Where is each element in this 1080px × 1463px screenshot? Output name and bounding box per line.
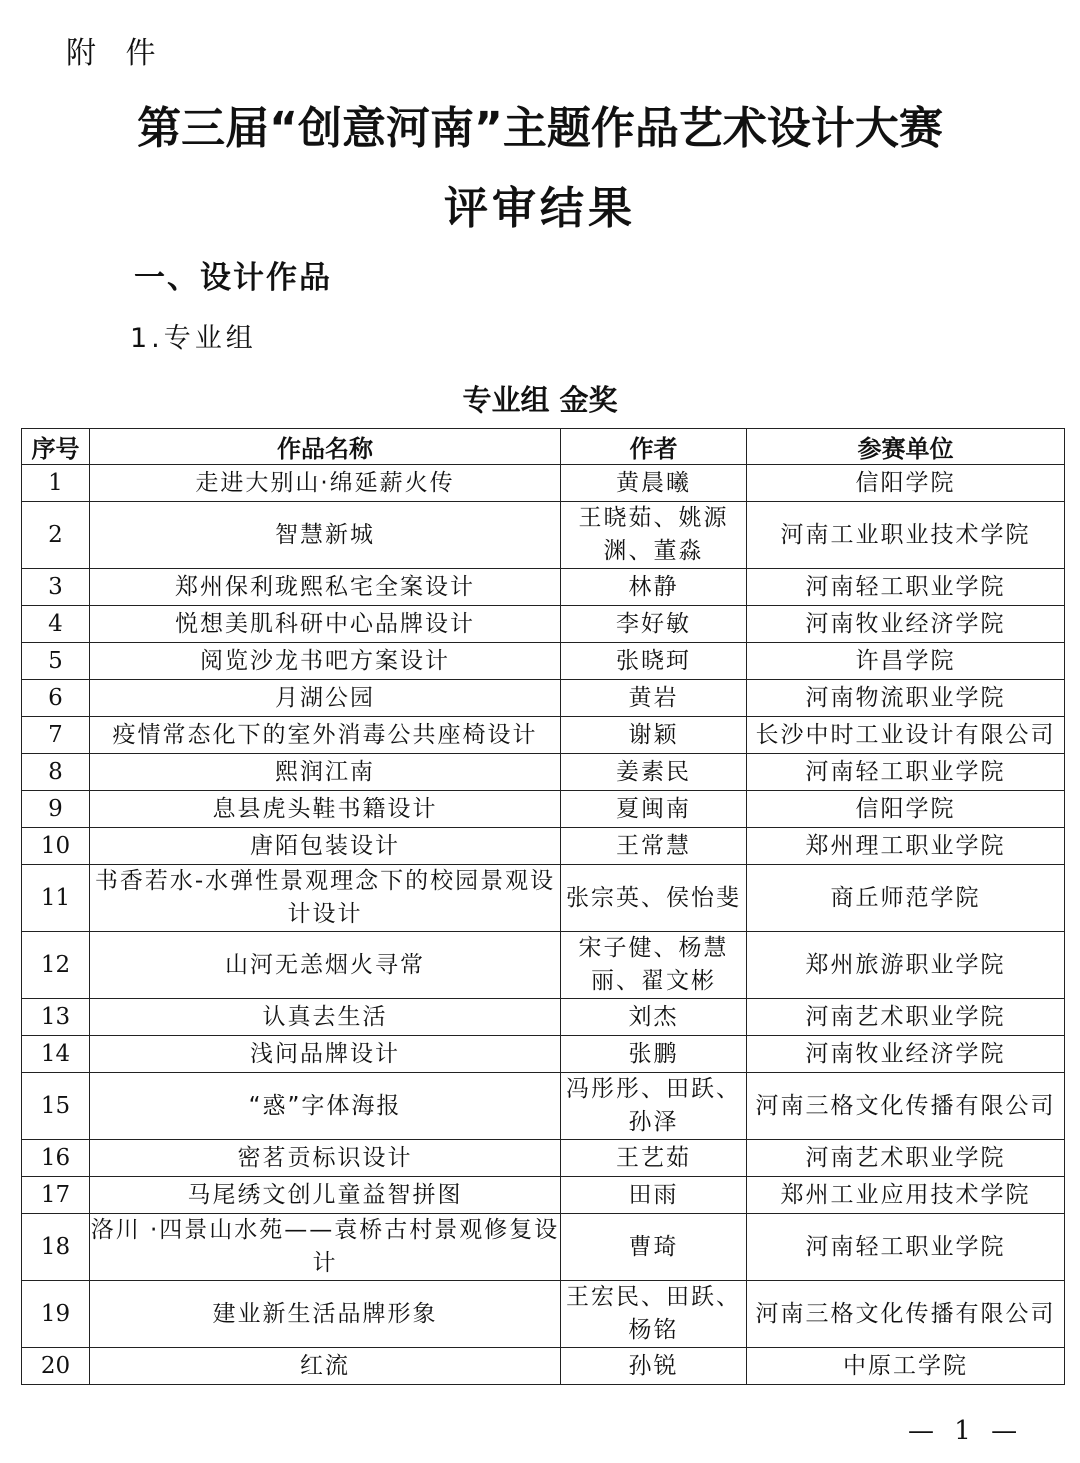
row-number: 18 <box>22 1214 90 1281</box>
page-number: — 1 — <box>908 1416 1024 1446</box>
work-title: 阅览沙龙书吧方案设计 <box>90 643 561 680</box>
work-title: 书香若水-水弹性景观理念下的校园景观设计设计 <box>90 865 561 932</box>
author-names: 姜素民 <box>561 754 747 791</box>
organization: 郑州理工职业学院 <box>747 828 1065 865</box>
table-body <box>22 465 1065 1385</box>
organization: 河南三格文化传播有限公司 <box>747 1281 1065 1348</box>
row-number: 13 <box>22 999 90 1036</box>
organization: 信阳学院 <box>747 791 1065 828</box>
row-number: 5 <box>22 643 90 680</box>
organization: 河南工业职业技术学院 <box>747 502 1065 569</box>
table-row <box>22 1073 1065 1140</box>
organization: 郑州工业应用技术学院 <box>747 1177 1065 1214</box>
table-row <box>22 828 1065 865</box>
table-row <box>22 502 1065 569</box>
author-names: 张宗英、侯怡斐 <box>561 865 747 932</box>
organization: 信阳学院 <box>747 465 1065 502</box>
table-row <box>22 932 1065 999</box>
author-names: 王常慧 <box>561 828 747 865</box>
table-row <box>22 680 1065 717</box>
section-heading: 一、设计作品 <box>134 260 332 296</box>
organization: 河南牧业经济学院 <box>747 606 1065 643</box>
work-title: 唐陌包装设计 <box>90 828 561 865</box>
table-row <box>22 1214 1065 1281</box>
author-names: 林静 <box>561 569 747 606</box>
row-number: 20 <box>22 1348 90 1385</box>
row-number: 19 <box>22 1281 90 1348</box>
column-header-work: 作品名称 <box>90 429 561 465</box>
organization: 河南轻工职业学院 <box>747 754 1065 791</box>
work-title: 洛川 ·四景山水苑——袁桥古村景观修复设计 <box>90 1214 561 1281</box>
results-table <box>21 428 1065 1385</box>
author-names: 刘杰 <box>561 999 747 1036</box>
row-number: 7 <box>22 717 90 754</box>
author-names: 谢颖 <box>561 717 747 754</box>
table-row <box>22 1177 1065 1214</box>
work-title: 马尾绣文创儿童益智拼图 <box>90 1177 561 1214</box>
author-names: 孙锐 <box>561 1348 747 1385</box>
work-title: 建业新生活品牌形象 <box>90 1281 561 1348</box>
work-title: 走进大别山·绵延薪火传 <box>90 465 561 502</box>
document-subtitle: 评审结果 <box>444 183 636 234</box>
organization: 河南轻工职业学院 <box>747 1214 1065 1281</box>
organization: 郑州旅游职业学院 <box>747 932 1065 999</box>
column-header-number: 序号 <box>22 429 90 465</box>
row-number: 14 <box>22 1036 90 1073</box>
table-row <box>22 717 1065 754</box>
organization: 河南轻工职业学院 <box>747 569 1065 606</box>
work-title: 浅问品牌设计 <box>90 1036 561 1073</box>
column-header-author: 作者 <box>561 429 747 465</box>
work-title: 山河无恙烟火寻常 <box>90 932 561 999</box>
author-names: 张晓珂 <box>561 643 747 680</box>
row-number: 2 <box>22 502 90 569</box>
table-row <box>22 754 1065 791</box>
work-title: 疫情常态化下的室外消毒公共座椅设计 <box>90 717 561 754</box>
document-title: 第三届“创意河南”主题作品艺术设计大赛 <box>137 103 943 154</box>
work-title: 息县虎头鞋书籍设计 <box>90 791 561 828</box>
author-names: 黄晨曦 <box>561 465 747 502</box>
organization: 河南物流职业学院 <box>747 680 1065 717</box>
row-number: 6 <box>22 680 90 717</box>
row-number: 4 <box>22 606 90 643</box>
organization: 河南艺术职业学院 <box>747 999 1065 1036</box>
author-names: 李好敏 <box>561 606 747 643</box>
row-number: 16 <box>22 1140 90 1177</box>
organization: 长沙中时工业设计有限公司 <box>747 717 1065 754</box>
table-row <box>22 465 1065 502</box>
table-row <box>22 1348 1065 1385</box>
table-row <box>22 569 1065 606</box>
work-title: 月湖公园 <box>90 680 561 717</box>
work-title: 认真去生活 <box>90 999 561 1036</box>
table-row <box>22 791 1065 828</box>
organization: 许昌学院 <box>747 643 1065 680</box>
row-number: 11 <box>22 865 90 932</box>
table-row <box>22 1140 1065 1177</box>
subsection-heading: 1.专业组 <box>130 323 257 354</box>
author-names: 田雨 <box>561 1177 747 1214</box>
work-title: 密茗贡标识设计 <box>90 1140 561 1177</box>
table-row <box>22 999 1065 1036</box>
table-row <box>22 643 1065 680</box>
work-title: 郑州保利珑熙私宅全案设计 <box>90 569 561 606</box>
table-row <box>22 1281 1065 1348</box>
work-title: 熙润江南 <box>90 754 561 791</box>
author-names: 王晓茹、姚源渊、董淼 <box>561 502 747 569</box>
author-names: 夏闽南 <box>561 791 747 828</box>
row-number: 17 <box>22 1177 90 1214</box>
table-header-row <box>22 429 1065 465</box>
author-names: 王艺茹 <box>561 1140 747 1177</box>
row-number: 12 <box>22 932 90 999</box>
work-title: 红流 <box>90 1348 561 1385</box>
table-caption: 专业组 金奖 <box>462 383 618 417</box>
organization: 河南艺术职业学院 <box>747 1140 1065 1177</box>
organization: 河南牧业经济学院 <box>747 1036 1065 1073</box>
author-names: 曹琦 <box>561 1214 747 1281</box>
author-names: 宋子健、杨慧丽、翟文彬 <box>561 932 747 999</box>
organization: 河南三格文化传播有限公司 <box>747 1073 1065 1140</box>
attachment-label: 附 件 <box>66 36 166 71</box>
row-number: 8 <box>22 754 90 791</box>
work-title: “惑”字体海报 <box>90 1073 561 1140</box>
author-names: 张鹏 <box>561 1036 747 1073</box>
organization: 商丘师范学院 <box>747 865 1065 932</box>
row-number: 10 <box>22 828 90 865</box>
author-names: 王宏民、田跃、杨铭 <box>561 1281 747 1348</box>
table-row <box>22 1036 1065 1073</box>
author-names: 黄岩 <box>561 680 747 717</box>
row-number: 9 <box>22 791 90 828</box>
row-number: 1 <box>22 465 90 502</box>
table-row <box>22 606 1065 643</box>
work-title: 智慧新城 <box>90 502 561 569</box>
organization: 中原工学院 <box>747 1348 1065 1385</box>
table-row <box>22 865 1065 932</box>
row-number: 3 <box>22 569 90 606</box>
work-title: 悦想美肌科研中心品牌设计 <box>90 606 561 643</box>
author-names: 冯彤彤、田跃、孙泽 <box>561 1073 747 1140</box>
row-number: 15 <box>22 1073 90 1140</box>
column-header-unit: 参赛单位 <box>747 429 1065 465</box>
